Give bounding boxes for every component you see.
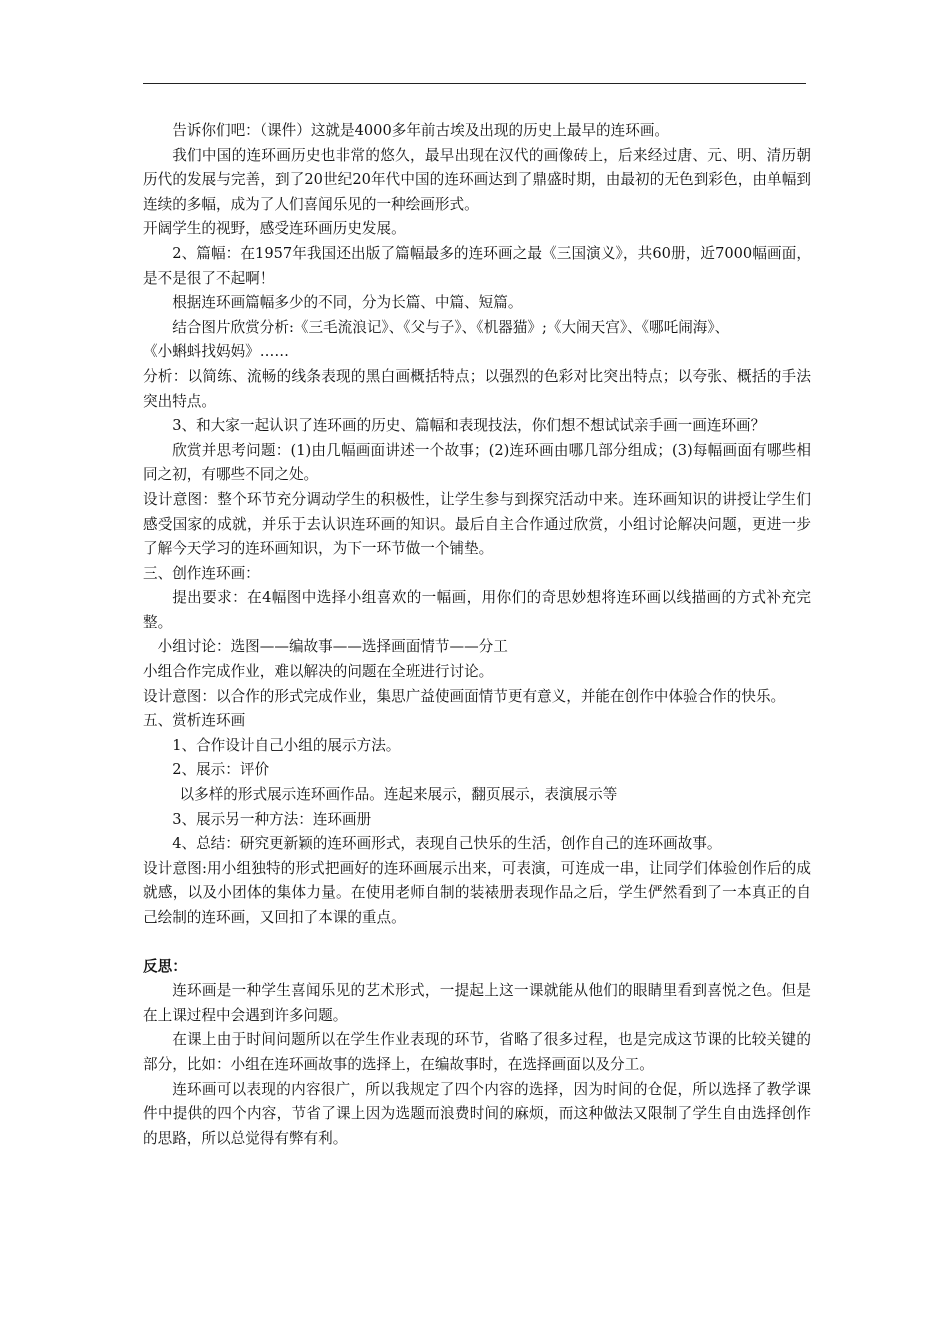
- reflection-heading: 反思：: [143, 957, 187, 975]
- list-item: 1、合作设计自己小组的展示方法。: [172, 736, 401, 754]
- paragraph: 小组合作完成作业，难以解决的问题在全班进行讨论。: [143, 663, 494, 681]
- paragraph: 以多样的形式展示连环画作品。连起来展示，翻页展示，表演展示等: [179, 786, 618, 804]
- header-rule: [143, 83, 806, 84]
- list-item: 3、展示另一种方法：连环画册: [172, 810, 372, 828]
- paragraph: 2、篇幅：在1957年我国还出版了篇幅最多的连环画之最《三国演义》，共60册，近7000幅画面，是不是很了不起啊！: [143, 244, 811, 287]
- paragraph: 3、和大家一起认识了连环画的历史、篇幅和表现技法，你们想不想试试亲手画一画连环画？: [172, 417, 766, 435]
- paragraph: 分析：以简练、流畅的线条表现的黑白画概括特点；以强烈的色彩对比突出特点；以夸张、概括的手法突出特点。: [143, 367, 811, 410]
- spacer: [143, 931, 811, 955]
- reflection-paragraph: 连环画是一种学生喜闻乐见的艺术形式，一提起上这一课就能从他们的眼睛里看到喜悦之色。但是在上课过程中会遇到许多问题。: [143, 982, 811, 1024]
- paragraph: 设计意图：整个环节充分调动学生的积极性，让学生参与到探究活动中来。连环画知识的讲授让学生们感受国家的成就，并乐于去认识连环画的知识。最后自主合作通过欣赏，小组讨论解决问题，更进一步了解今天学习的连环画知识，为下一环节做一个铺垫。: [143, 490, 811, 558]
- paragraph: 欣赏并思考问题：(1)由几幅画面讲述一个故事；(2)连环画由哪几部分组成；(3)每幅画面有哪些相同之初，有哪些不同之处。: [143, 441, 811, 484]
- paragraph: 我们中国的连环画历史也非常的悠久，最早出现在汉代的画像砖上，后来经过唐、元、明、清历朝历代的发展与完善，到了20世纪20年代中国的连环画达到了鼎盛时期，由最初的无色到彩色，由单幅到连续的多幅，成为了人们喜闻乐见的一种绘画形式。: [143, 146, 811, 213]
- list-item: 2、展示：评价: [172, 761, 270, 779]
- paragraph: 结合图片欣赏分析:《三毛流浪记》、《父与子》、《机器猫》;《大闹天宫》、《哪吒闹海》、: [172, 318, 730, 336]
- section-heading: 五、赏析连环画: [143, 712, 246, 730]
- section-heading: 三、创作连环画：: [143, 564, 260, 582]
- paragraph: 提出要求：在4幅图中选择小组喜欢的一幅画，用你们的奇思妙想将连环画以线描画的方式补充完整。: [143, 589, 811, 631]
- paragraph: 设计意图：以合作的形式完成作业，集思广益使画面情节更有意义，并能在创作中体验合作的快乐。: [143, 687, 786, 705]
- list-item: 4、总结：研究更新颖的连环画形式，表现自己快乐的生活，创作自己的连环画故事。: [172, 835, 722, 853]
- paragraph: 设计意图:用小组独特的形式把画好的连环画展示出来，可表演，可连成一串，让同学们体验创作后的成就感，以及小团体的集体力量。在使用老师自制的装裱册表现作品之后，学生俨然看到了一本真正的自己绘制的连环画，又回扣了本课的重点。: [143, 859, 811, 926]
- paragraph: 根据连环画篇幅多少的不同，分为长篇、中篇、短篇。: [172, 294, 523, 312]
- paragraph: 《小蝌蚪找妈妈》……: [143, 343, 289, 361]
- paragraph: 开阔学生的视野，感受连环画历史发展。: [143, 220, 406, 238]
- reflection-paragraph: 在课上由于时间问题所以在学生作业表现的环节，省略了很多过程，也是完成这节课的比较关键的部分，比如：小组在连环画故事的选择上，在编故事时，在选择画面以及分工。: [143, 1031, 811, 1073]
- paragraph: 告诉你们吧：（课件）这就是4000多年前古埃及出现的历史上最早的连环画。: [172, 122, 670, 139]
- reflection-paragraph: 连环画可以表现的内容很广，所以我规定了四个内容的选择，因为时间的仓促，所以选择了教学课件中提供的四个内容，节省了课上因为选题而浪费时间的麻烦，而这种做法又限制了学生自由选择创作的思路，所以总觉得有弊有利。: [143, 1080, 811, 1147]
- paragraph: 小组讨论：选图——编故事——选择画面情节——分工: [157, 638, 508, 656]
- document-body: [143, 119, 811, 1151]
